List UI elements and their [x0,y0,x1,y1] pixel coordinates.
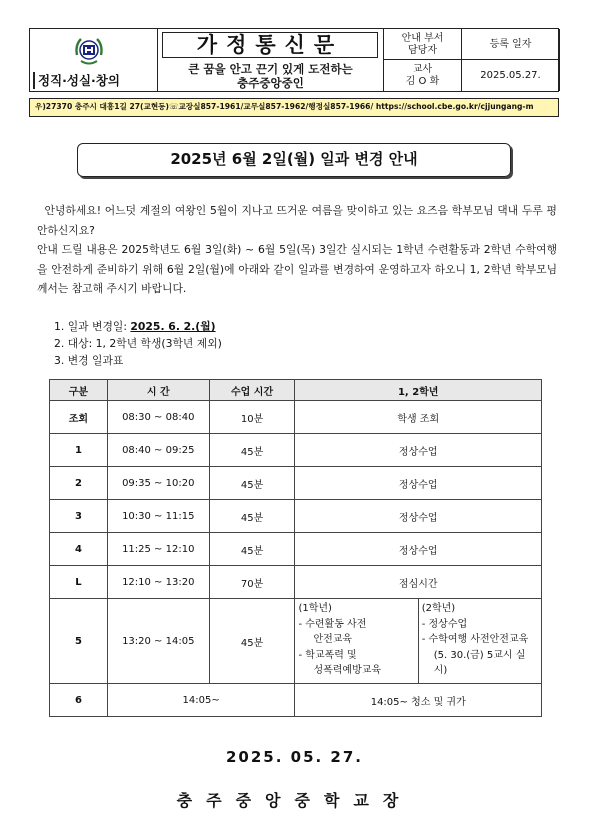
list-item-date-value: 2025. 6. 2.(월) [130,320,216,333]
header-box [29,28,559,92]
cell-time: 08:30 ~ 08:40 [107,401,209,434]
date-cell [462,29,560,91]
cell-duration: 45분 [209,467,295,500]
cell-duration: 45분 [209,500,295,533]
school-address-bar: 우)27370 충주시 대흥1길 27(교현동)☏교장실857-1961/교무실857-1962/행정실857-1966/ https://school.cbe.go.kr/cjjungang-m [29,98,559,117]
cell-duration: 70분 [209,566,295,599]
cell-content: 학생 조회 [295,401,542,434]
school-emblem-icon [73,35,105,67]
principal-signature: 충주중앙중학교장 [176,791,413,810]
table-row [50,566,542,599]
notice-title: 2025년 6월 2일(월) 일과 변경 안내 [77,143,511,177]
table-row [50,434,542,467]
cell-period: 1 [50,434,108,467]
cell-duration: 45분 [209,434,295,467]
table-row [50,533,542,566]
cell-period: 조회 [50,401,108,434]
list-item-target: 2. 대상: 1, 2학년 학생(3학년 제외) [54,337,222,350]
cell-content: 정상수업 [295,500,542,533]
dept-cell [384,29,462,91]
cell-time: 12:10 ~ 13:20 [107,566,209,599]
cell-time: 10:30 ~ 11:15 [107,500,209,533]
cell-duration: 45분 [209,533,295,566]
grade1-line-4: 성폭력예방교육 [313,665,382,676]
register-label: 등록 일자 [462,29,559,60]
newsletter-title: 가정통신문 [162,32,378,58]
table-header-row [50,380,542,401]
table-row-period-5 [50,599,542,684]
grade2-line-3: (5. 30.(금) 5교시 실시) [433,649,526,676]
logo-cell [30,29,158,91]
cell-content: 정상수업 [295,434,542,467]
slogan-line-2: 충주중앙중인 [237,76,304,90]
cell-time: 11:25 ~ 12:10 [107,533,209,566]
grade1-line-3: - 학교폭력 및 [298,649,357,661]
school-motto: 정직·성실·창의 [33,72,153,89]
cell-content-split [295,599,542,684]
cell-period: 4 [50,533,108,566]
list-item-schedule: 3. 변경 일과표 [54,354,124,367]
col-header-duration: 수업 시간 [209,380,295,401]
cell-duration: 10분 [209,401,295,434]
cell-time: 13:20 ~ 14:05 [107,599,209,684]
list-item-date-label: 1. 일과 변경일: [54,320,131,333]
split-row [295,599,541,683]
grade2-line-1: - 정상수업 [421,618,468,630]
teacher-name: 김 O 화 [405,76,440,87]
notice-paragraph: 안내 드릴 내용은 2025학년도 6월 3일(화) ~ 6월 5일(목) 3일간 실시되는 1학년 수련활동과 2학년 수학여행을 안전하게 준비하기 위해 6월 2일(월)에 아래와 같이 일과를 변경하여 운영하고자 하오니 1, 2학년 학부모님께서는 참고해 주시기 바랍니다. [37,243,557,295]
greeting-paragraph [37,201,557,240]
schedule-table [49,379,542,717]
col-header-content: 1, 2학년 [295,380,542,401]
cell-period: 6 [50,684,108,717]
issue-date: 2025. 05. 27. [225,748,364,766]
split-content-table [295,599,541,683]
col-header-time: 시 간 [107,380,209,401]
grade1-cell [295,599,418,683]
cell-period: 3 [50,500,108,533]
grade1-line-1: - 수련활동 사전 [298,618,367,630]
cell-period: L [50,566,108,599]
col-header-period: 구분 [50,380,108,401]
grade1-line-2: 안전교육 [313,634,353,645]
cell-content: 정상수업 [295,467,542,500]
cell-content: 정상수업 [295,533,542,566]
cell-time: 08:40 ~ 09:25 [107,434,209,467]
cell-content: 14:05~ 청소 및 귀가 [295,684,542,717]
cell-duration: 45분 [209,599,295,684]
teacher-box [384,60,461,91]
cell-content: 점심시간 [295,566,542,599]
dept-label: 안내 부서 [401,33,444,44]
greeting-text: 안녕하세요! 어느덧 계절의 여왕인 5월이 지나고 뜨거운 여름을 맞이하고 있는 요즈음 학부모님 댁내 두루 평안하신지요? [37,204,557,237]
teacher-label: 교사 [412,64,433,75]
list-item-date [54,318,216,335]
slogan-line-1: 큰 꿈을 안고 끈기 있게 도전하는 [188,62,353,76]
cell-period: 2 [50,467,108,500]
grade2-line-2: - 수학여행 사전안전교육 [421,634,529,645]
title-cell [158,29,384,91]
table-row [50,684,542,717]
grade1-heading: (1학년) [298,603,332,614]
dept-label-box [384,29,461,60]
manager-label: 담당자 [408,45,437,56]
cell-time: 14:05~ [107,684,295,717]
grade2-cell [418,599,541,683]
table-row [50,500,542,533]
table-row [50,401,542,434]
cell-time: 09:35 ~ 10:20 [107,467,209,500]
cell-period: 5 [50,599,108,684]
register-date: 2025.05.27. [480,70,541,81]
grade2-heading: (2학년) [421,603,456,614]
table-row [50,467,542,500]
